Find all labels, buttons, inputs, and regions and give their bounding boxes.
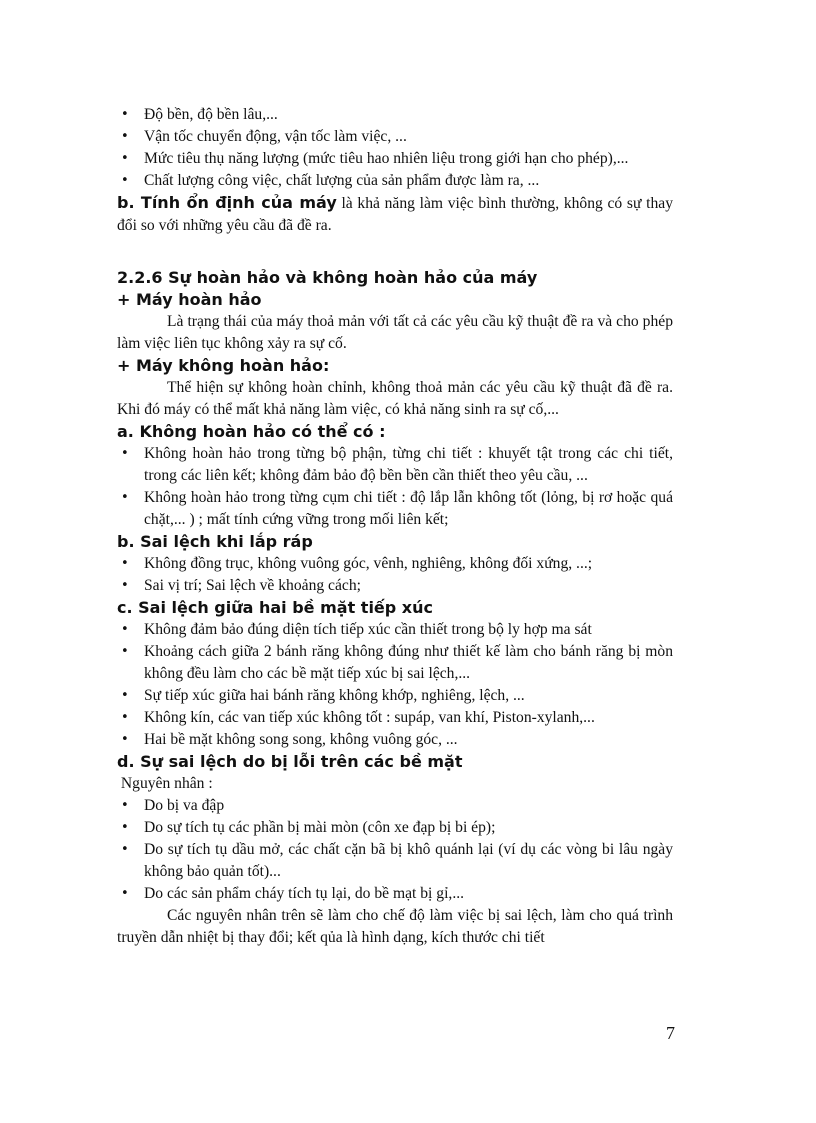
section-title: 2.2.6 Sự hoàn hảo và không hoàn hảo của máy	[117, 268, 538, 287]
perfect-machine-text: Là trạng thái của máy thoả mản với tất cả các yêu cầu kỹ thuật đề ra và cho phép làm việc liên tục không xảy ra sự cố.	[117, 313, 673, 352]
subsection-b-heading: b. Sai lệch khi lắp ráp	[117, 532, 313, 551]
subsection-c-list	[117, 619, 673, 751]
cause-label: Nguyên nhân :	[117, 775, 213, 792]
section-spacer	[117, 237, 673, 267]
list-item: • Sai vị trí; Sai lệch về khoảng cách;	[117, 575, 673, 597]
list-item: • Do bị va đập	[117, 795, 673, 817]
list-item: • Không đảm bảo đúng diện tích tiếp xúc cần thiết trong bộ ly hợp ma sát	[117, 619, 673, 641]
stability-label: b. Tính ổn định của máy	[117, 193, 337, 212]
list-item: • Không hoàn hảo trong từng cụm chi tiết : độ lắp lẫn không tốt (lỏng, bị rơ hoặc quá chặt,... ) ; mất tính cứng vững trong mối liên kết;	[117, 487, 673, 531]
imperfect-machine-heading: + Máy không hoàn hảo:	[117, 356, 330, 375]
page-number: 7	[666, 1023, 675, 1043]
list-item: • Do các sản phẩm cháy tích tụ lại, do bề mạt bị gỉ,...	[117, 883, 673, 905]
list-item: • Mức tiêu thụ năng lượng (mức tiêu hao nhiên liệu trong giới hạn cho phép),...	[117, 148, 673, 170]
list-item: • Do sự tích tụ các phần bị mài mòn (côn xe đạp bị bi ép);	[117, 817, 673, 839]
machine-criteria-list	[117, 104, 673, 192]
stability-text: là khả năng làm việc bình thường, không có sự thay đổi so với những yêu cầu đã đề ra.	[117, 195, 673, 234]
list-item: • Vận tốc chuyển động, vận tốc làm việc, ...	[117, 126, 673, 148]
list-item: • Chất lượng công việc, chất lượng của sản phẩm được làm ra, ...	[117, 170, 673, 192]
subsection-d-heading: d. Sự sai lệch do bị lỗi trên các bề mặt	[117, 752, 463, 771]
list-item: • Độ bền, độ bền lâu,...	[117, 104, 673, 126]
subsection-a-list	[117, 443, 673, 531]
page-content	[117, 104, 673, 949]
list-item: • Do sự tích tụ dầu mở, các chất cặn bã bị khô quánh lại (ví dụ các vòng bi lâu ngày không bảo quản tốt)...	[117, 839, 673, 883]
subsection-d-list	[117, 795, 673, 905]
subsection-b-list	[117, 553, 673, 597]
subsection-a-heading: a. Không hoàn hảo có thể có :	[117, 422, 386, 441]
list-item: • Không kín, các van tiếp xúc không tốt : supáp, van khí, Piston-xylanh,...	[117, 707, 673, 729]
imperfect-machine-text: Thể hiện sự không hoàn chỉnh, không thoả mản các yêu cầu kỹ thuật đã đề ra. Khi đó máy có thể mất khả năng làm việc, có khả năng sinh ra sự cố,...	[117, 379, 673, 418]
list-item: • Hai bề mặt không song song, không vuông góc, ...	[117, 729, 673, 751]
closing-paragraph: Các nguyên nhân trên sẽ làm cho chế độ làm việc bị sai lệch, làm cho quá trình truyền dẫn nhiệt bị thay đổi; kết qủa là hình dạng, kích thước chi tiết	[117, 907, 673, 946]
stability-paragraph	[117, 192, 673, 237]
list-item: • Không đồng trục, không vuông góc, vênh, nghiêng, không đối xứng, ...;	[117, 553, 673, 575]
list-item: • Sự tiếp xúc giữa hai bánh răng không khớp, nghiêng, lệch, ...	[117, 685, 673, 707]
perfect-machine-heading: + Máy hoàn hảo	[117, 290, 262, 309]
list-item: • Khoảng cách giữa 2 bánh răng không đúng như thiết kế làm cho bánh răng bị mòn không đều làm cho các bề mặt tiếp xúc bị sai lệch,...	[117, 641, 673, 685]
subsection-c-heading: c. Sai lệch giữa hai bề mặt tiếp xúc	[117, 598, 433, 617]
list-item: • Không hoàn hảo trong từng bộ phận, từng chi tiết : khuyết tật trong các chi tiết, trong các liên kết; không đảm bảo độ bền bền cần thiết theo yêu cầu, ...	[117, 443, 673, 487]
